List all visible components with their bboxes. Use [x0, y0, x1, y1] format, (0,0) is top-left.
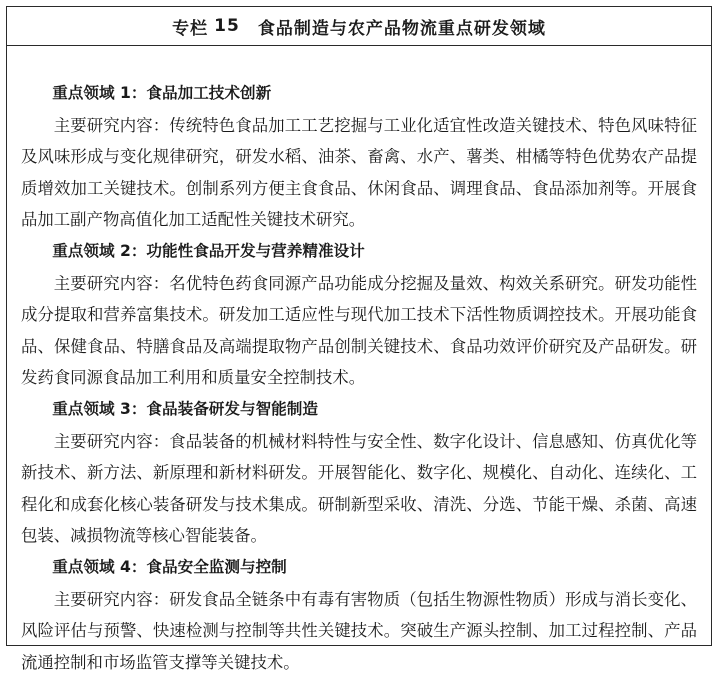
box-label: 专栏 — [172, 14, 208, 39]
area-paragraph: 主要研究内容：食品装备的机械材料特性与安全性、数字化设计、信息感知、仿真优化等新技术、新方法、新原理和新材料研发。开展智能化、数字化、规模化、自动化、连续化、工程化和成套化核心装备研发与技术集成。研制新型采收、清洗、分选、节能干燥、杀菌、高速包装、减损物流等核心智能装备。 — [21, 426, 697, 552]
box-title-text: 食品制造与农产品物流重点研发领域 — [258, 14, 546, 39]
area-paragraph: 主要研究内容：名优特色药食同源产品功能成分挖掘及量效、构效关系研究。研发功能性成分提取和营养富集技术。研发加工适应性与现代加工技术下活性物质调控技术。开展功能食品、保健食品、特膳食品及高端提取物产品创制关键技术、食品功效评价研究及产品研发。研发药食同源食品加工利用和质量安全控制技术。 — [21, 268, 697, 394]
box-title — [7, 7, 711, 46]
feature-box — [6, 6, 712, 646]
area-heading: 重点领域 3：食品装备研发与智能制造 — [21, 394, 697, 426]
box-content — [7, 46, 711, 678]
area-paragraph: 主要研究内容：研发食品全链条中有毒有害物质（包括生物源性物质）形成与消长变化、风险评估与预警、快速检测与控制等共性关键技术。突破生产源头控制、加工过程控制、产品流通控制和市场监管支撑等关键技术。 — [21, 584, 697, 678]
area-heading: 重点领域 2：功能性食品开发与营养精准设计 — [21, 236, 697, 268]
box-number: 15 — [214, 16, 240, 36]
area-heading: 重点领域 1：食品加工技术创新 — [21, 78, 697, 110]
area-heading: 重点领域 4：食品安全监测与控制 — [21, 552, 697, 584]
area-paragraph: 主要研究内容：传统特色食品加工工艺挖掘与工业化适宜性改造关键技术、特色风味特征及风味形成与变化规律研究，研发水稻、油茶、畜禽、水产、薯类、柑橘等特色优势农产品提质增效加工关键技术。创制系列方便主食食品、休闲食品、调理食品、食品添加剂等。开展食品加工副产物高值化加工适配性关键技术研究。 — [21, 110, 697, 236]
